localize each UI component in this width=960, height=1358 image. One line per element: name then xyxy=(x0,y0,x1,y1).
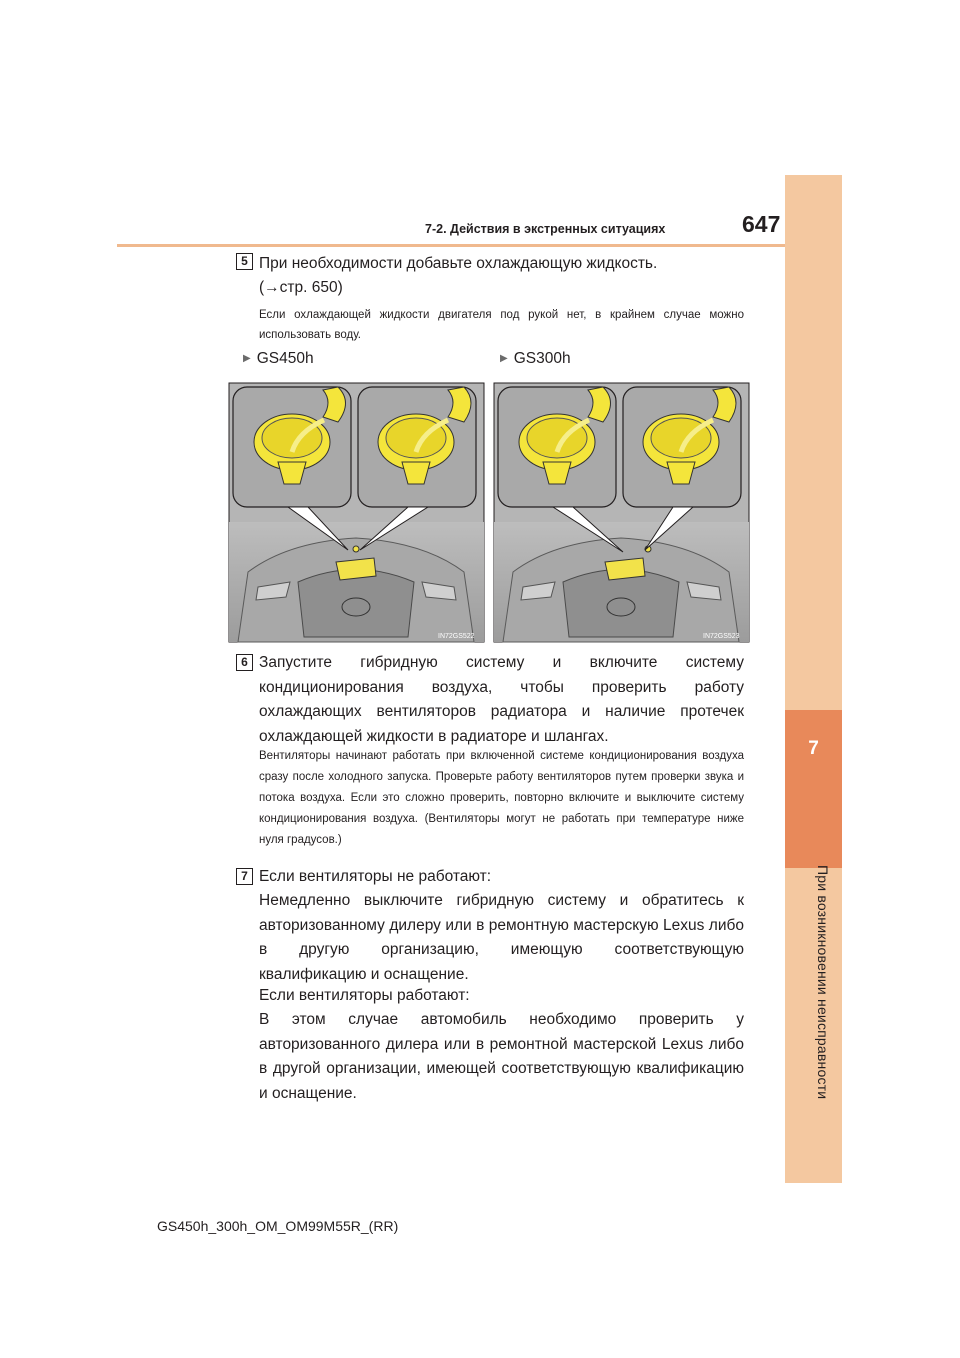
figure-code-left: IN72GS522 xyxy=(438,633,475,640)
step-7-para3: Если вентиляторы работают: xyxy=(259,987,470,1004)
step-6-note: Вентиляторы начинают работать при включенной системе кондиционирования воздуха сразу после холодного запуска. Проверьте работу вентиляторов путем проверки звука и потока воздуха. Если это сложно проверить, повторно включите и выключите систему кондиционирования воздуха. (Вентиляторы могут не работать при температуре ниже нуля градусов.) xyxy=(259,750,744,846)
step-6-text: Запустите гибридную систему и включите систему кондиционирования воздуха, чтобы проверить работу охлаждающих вентиляторов радиатора и наличие протечек охлаждающей жидкости в радиаторе и шлангах. xyxy=(259,654,744,745)
illustration-gs300h xyxy=(494,383,749,642)
coolant-illustration xyxy=(228,382,750,644)
section-title: 7-2. Действия в экстренных ситуациях xyxy=(425,222,666,236)
chapter-number: 7 xyxy=(808,738,819,759)
chapter-side-tab xyxy=(785,175,842,1183)
model-left-text: GS450h xyxy=(256,350,314,367)
triangle-bullet-icon: ▶ xyxy=(500,353,508,364)
chapter-title: При возникновении неисправности xyxy=(815,865,831,1100)
model-label-right xyxy=(500,350,571,368)
step-5-text-line1: При необходимости добавьте охлаждающую жидкость. xyxy=(259,255,658,272)
step-badge-5: 5 xyxy=(236,253,253,270)
triangle-bullet-icon: ▶ xyxy=(243,353,251,364)
illustration-gs450h xyxy=(229,383,484,642)
step-badge-7: 7 xyxy=(236,868,253,885)
step-badge-6: 6 xyxy=(236,654,253,671)
step-7-para1: Если вентиляторы не работают: xyxy=(259,868,492,885)
step-5-text-line2: (→стр. 650) xyxy=(259,279,343,296)
model-right-text: GS300h xyxy=(513,350,571,367)
step-5-note: Если охлаждающей жидкости двигателя под рукой нет, в крайнем случае можно использовать воду. xyxy=(259,309,744,341)
model-label-left xyxy=(243,350,314,368)
document-code: GS450h_300h_OM_OM99M55R_(RR) xyxy=(157,1218,399,1234)
chapter-number-box xyxy=(785,710,842,868)
header-rule xyxy=(117,244,785,247)
figure-code-right: IN72GS523 xyxy=(703,633,740,640)
step-7-para2: Немедленно выключите гибридную систему и обратитесь к авторизованному дилеру или в ремонтную мастерскую Lexus либо в другую организацию, имеющую соответствующую квалификацию и оснащение. xyxy=(259,892,744,983)
page-number: 647 xyxy=(742,211,781,237)
step-7-para4: В этом случае автомобиль необходимо проверить у авторизованного дилера или в ремонтной мастерской Lexus либо в другой организации, имеющей соответствующую квалификацию и оснащение. xyxy=(259,1011,744,1102)
